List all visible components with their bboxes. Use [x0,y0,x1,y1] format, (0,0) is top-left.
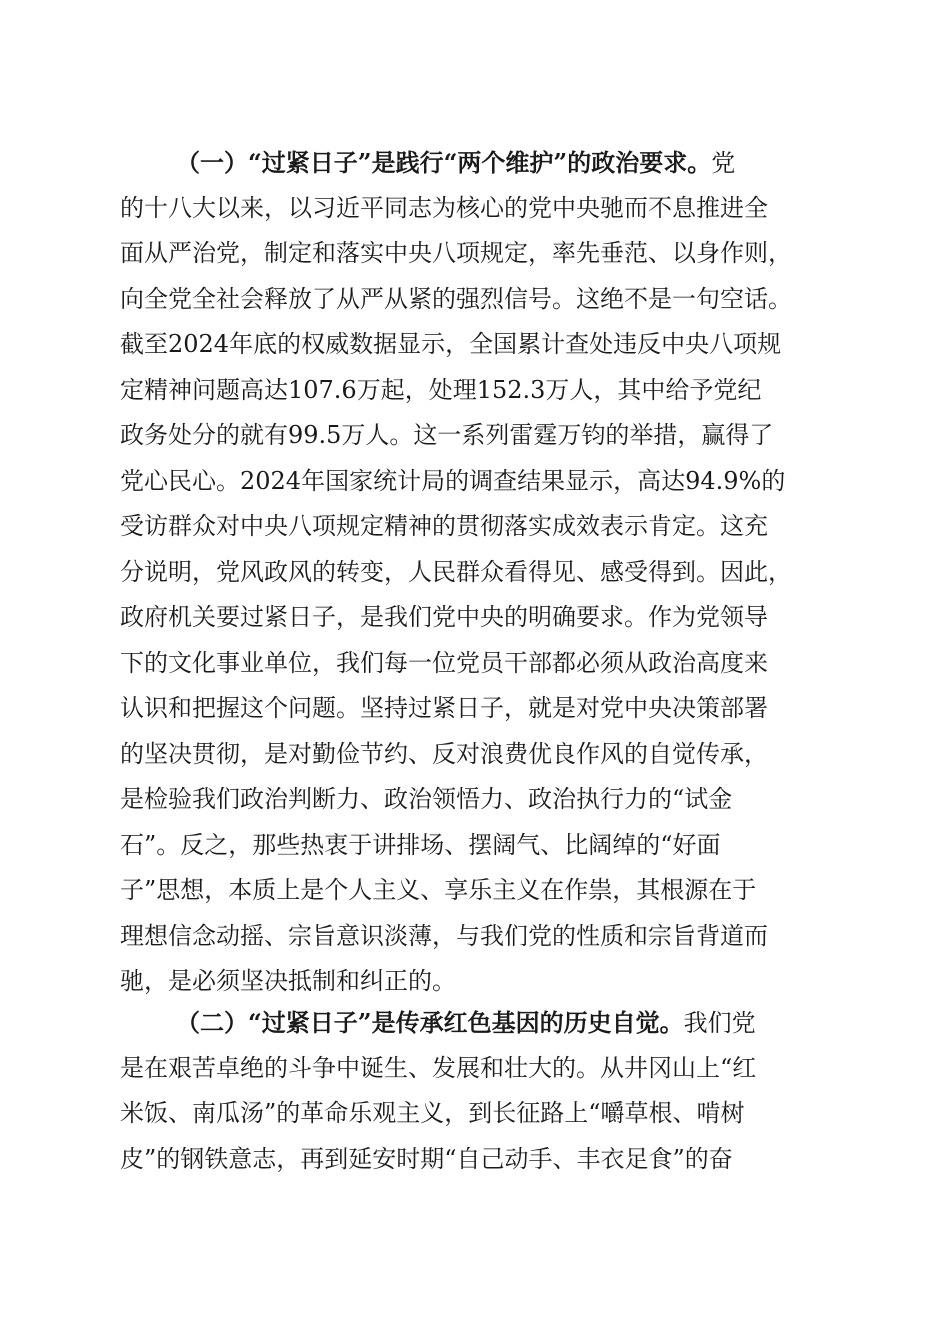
line-text: 下的文化事业单位，我们每一位党员干部都必须从政治高度来 [120,648,768,677]
text-line [120,868,830,914]
line-text: 受访群众对中央八项规定精神的贯彻落实成效表示肯定。这充 [120,512,768,540]
line-text: 理想信念动摇、宗旨意识淡薄，与我们党的性质和宗旨背道而 [120,921,768,950]
line-text: 政府机关要过紧日子，是我们党中央的明确要求。作为党领导 [120,603,768,631]
text-line [120,914,830,960]
line-text: 是在艰苦卓绝的斗争中诞生、发展和壮大的。从井冈山上“红 [120,1053,757,1082]
text-line [120,550,830,596]
line-text: 子”思想，本质上是个人主义、享乐主义在作祟，其根源在于 [120,876,757,904]
text-line [120,504,830,550]
text-line [120,1137,830,1183]
text-line [120,595,830,641]
line-text: 米饭、南瓜汤”的革命乐观主义，到长征路上“嚼草根、啃树 [120,1099,745,1127]
line-text: 的坚决贯彻，是对勤俭节约、反对浪费优良作风的自觉传承， [120,739,768,768]
line-text: 政务处分的就有99.5万人。这一系列雷霆万钧的举措，赢得了 [120,421,774,449]
line-text: 皮”的钢铁意志，再到延安时期“自己动手、丰衣足食”的奋 [120,1144,733,1173]
text-line [120,1000,830,1046]
text-line [120,140,830,186]
line-text: 面从严治党，制定和落实中央八项规定，率先垂范、以身作则， [120,239,792,267]
paragraph-1 [120,140,830,1005]
text-line [120,641,830,687]
line-text: 党 [711,149,736,177]
line-text: 向全党全社会释放了从严从紧的强烈信号。这绝不是一句空话。 [120,284,792,313]
paragraph-2 [120,1000,830,1182]
text-line [120,277,830,323]
text-line [120,959,830,1005]
line-text: 分说明，党风政风的转变，人民群众看得见、感受得到。因此， [120,557,792,586]
text-line [120,459,830,505]
text-line [120,732,830,778]
line-text: 是检验我们政治判断力、政治领悟力、政治执行力的“试金 [120,785,733,813]
text-line [120,413,830,459]
line-text: 党心民心。2024年国家统计局的调查结果显示，高达94.9%的 [120,466,786,495]
line-text: 石”。反之，那些热衷于讲排场、摆阔气、比阔绰的“好面 [120,830,721,859]
line-text: 我们党 [683,1009,756,1037]
line-text: 认识和把握这个问题。坚持过紧日子，就是对党中央决策部署 [120,694,768,722]
text-line [120,322,830,368]
line-text: 定精神问题高达107.6万起，处理152.3万人，其中给予党纪 [120,375,762,404]
text-line [120,777,830,823]
text-line [120,368,830,414]
section-heading: （一）“过紧日子”是践行“两个维护”的政治要求。 [176,148,712,177]
text-line [120,823,830,869]
line-text: 驰，是必须坚决抵制和纠正的。 [120,967,456,995]
text-line [120,231,830,277]
line-text: 的十八大以来，以习近平同志为核心的党中央驰而不息推进全 [120,193,768,222]
text-line [120,686,830,732]
line-text: 截至2024年底的权威数据显示，全国累计查处违反中央八项规 [120,330,782,358]
section-heading: （二）“过紧日子”是传承红色基因的历史自觉。 [176,1008,684,1037]
text-line [120,1091,830,1137]
text-line [120,186,830,232]
text-line [120,1046,830,1092]
